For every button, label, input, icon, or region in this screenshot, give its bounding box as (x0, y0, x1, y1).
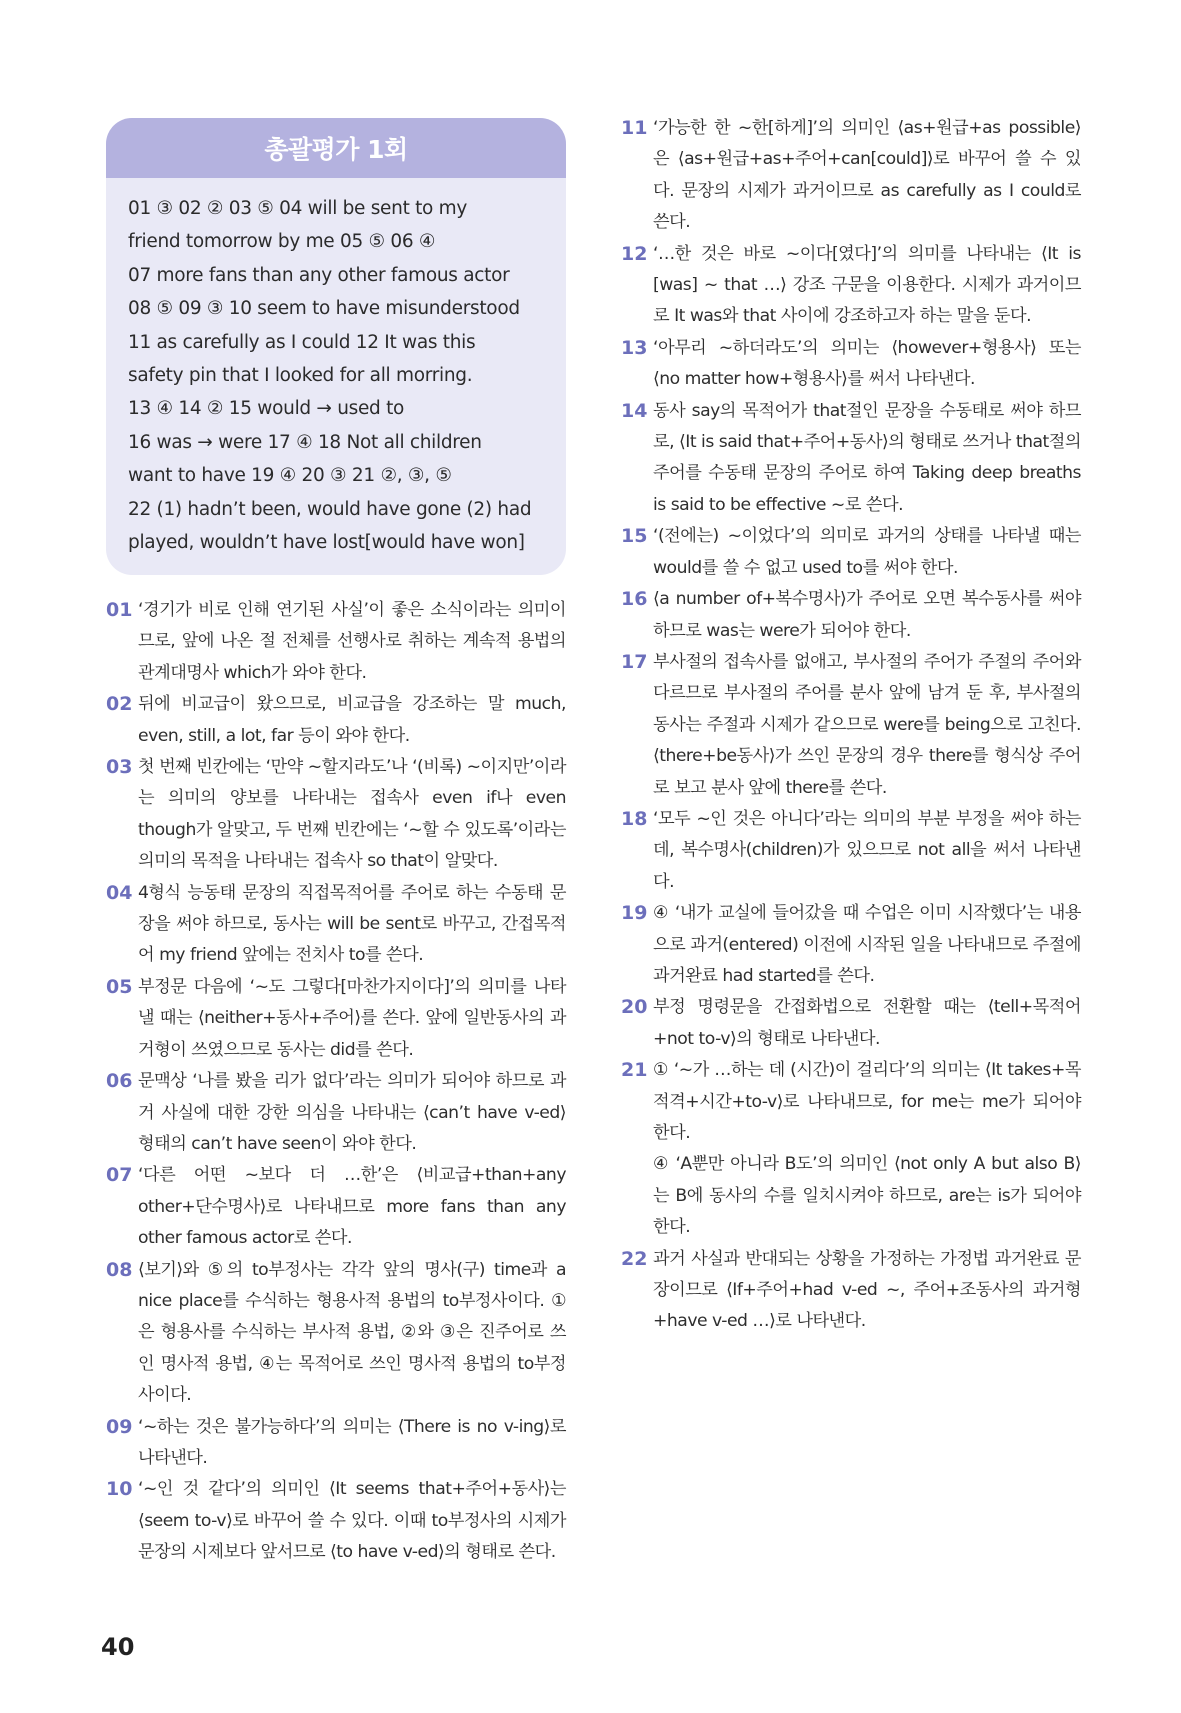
explanation-text: 첫 번째 빈칸에는 ‘만약 ~할지라도’나 ‘(비록) ~이지만’이라는 의미의 양보를 나타내는 접속사 even if나 even though가 알맞고, 두 번째 빈칸에는 ‘~할 수 있도록’이라는 의미의 목적을 나타내는 접속사 so that이 알맞다. (138, 757, 567, 872)
explanation-item (621, 333, 1081, 396)
answer-box-title: 총괄평가 1회 (264, 135, 408, 164)
answer-line: friend tomorrow by me 05 ⑤ 06 ④ (128, 231, 436, 253)
answer-line: want to have 19 ④ 20 ③ 21 ②, ③, ⑤ (128, 465, 452, 487)
explanation-number: 04 (106, 881, 133, 904)
explanation-number: 09 (106, 1415, 133, 1438)
explanation-text: ‘…한 것은 바로 ~이다[였다]’의 의미를 나타내는 ⟨It is [was] ~ that …⟩ 강조 구문을 이용한다. 시제가 과거이므로 It was와 that 사이에 강조하고자 하는 말을 둔다. (653, 243, 1081, 327)
explanation-number: 18 (621, 807, 648, 830)
explanation-item (106, 878, 566, 972)
explanation-item (621, 804, 1081, 898)
answer-box-header (106, 118, 566, 178)
explanation-number: 07 (106, 1164, 133, 1187)
explanation-item (106, 752, 566, 878)
explanation-item (621, 584, 1081, 647)
explanation-number: 17 (621, 650, 648, 673)
explanation-text: 뒤에 비교급이 왔으므로, 비교급을 강조하는 말 much, even, still, a lot, far 등이 와야 한다. (138, 694, 566, 746)
left-explanations (106, 595, 566, 1569)
explanation-item (621, 1055, 1081, 1243)
answer-line: played, wouldn’t have lost[would have won] (128, 532, 525, 554)
explanation-item (621, 113, 1081, 239)
explanation-text: ‘경기가 비로 인해 연기된 사실’이 좋은 소식이라는 의미이므로, 앞에 나온 절 전체를 선행사로 취하는 계속적 용법의 관계대명사 which가 와야 한다. (138, 600, 566, 683)
explanation-number: 03 (106, 756, 133, 779)
answer-line: 08 ⑤ 09 ③ 10 seem to have misunderstood (128, 298, 520, 320)
explanation-item (106, 972, 566, 1066)
explanation-number: 20 (621, 996, 648, 1019)
answer-line: 11 as carefully as I could 12 It was this (128, 331, 476, 353)
explanation-text: 부정문 다음에 ‘~도 그렇다[마찬가지이다]’의 의미를 나타낼 때는 ⟨neither+동사+주어⟩를 쓴다. 앞에 일반동사의 과거형이 쓰였으므로 동사는 did를 쓴다. (138, 976, 566, 1060)
explanation-item (106, 1255, 566, 1412)
explanation-item (106, 1160, 566, 1254)
explanation-number: 12 (621, 242, 648, 265)
explanation-number: 08 (106, 1258, 133, 1281)
explanation-number: 02 (106, 693, 133, 716)
answer-line: safety pin that I looked for all morring. (128, 365, 473, 387)
explanation-subtext: ④ ‘A뿐만 아니라 B도’의 의미인 ⟨not only A but also B⟩는 B에 동사의 수를 일치시켜야 하므로, are는 is가 되어야 한다. (653, 1154, 1081, 1238)
explanation-text: ‘~하는 것은 불가능하다’의 의미는 ⟨There is no v-ing⟩로 나타낸다. (138, 1416, 566, 1468)
answer-line: 22 (1) hadn’t been, would have gone (2) had (128, 498, 532, 520)
explanation-text: 동사 say의 목적어가 that절인 문장을 수동태로 써야 하므로, ⟨It is said that+주어+동사⟩의 형태로 쓰거나 that절의 주어를 수동태 문장의 주어로 하여 Taking deep breaths is said to be effective ~로 쓴다. (653, 400, 1081, 515)
explanation-number: 11 (621, 117, 648, 139)
explanation-text: 부사절의 접속사를 없애고, 부사절의 주어가 주절의 주어와 다르므로 부사절의 주어를 분사 앞에 남겨 둔 후, 부사절의 동사는 주절과 시제가 같으므로 were를 being으로 고친다. ⟨there+be동사⟩가 쓰인 문장의 경우 there를 형식상 주어로 보고 분사 앞에 there를 쓴다. (653, 651, 1081, 798)
explanation-number: 16 (621, 588, 648, 611)
explanation-number: 15 (621, 525, 648, 548)
explanation-item (621, 992, 1081, 1055)
explanation-text: ‘가능한 한 ~한[하게]’의 의미인 ⟨as+원급+as possible⟩은 ⟨as+원급+as+주어+can[could]⟩로 바꾸어 쓸 수 있다. 문장의 시제가 과거이므로 as carefully as I could로 쓴다. (653, 118, 1081, 233)
explanation-item (621, 898, 1081, 992)
explanation-number: 10 (106, 1478, 133, 1501)
explanation-item (106, 1474, 566, 1568)
explanation-number: 22 (621, 1247, 648, 1270)
explanation-item (106, 689, 566, 752)
explanation-number: 21 (621, 1059, 648, 1082)
explanation-item (621, 521, 1081, 584)
explanation-number: 01 (106, 599, 133, 621)
explanation-text: ‘~인 것 같다’의 의미인 ⟨It seems that+주어+동사⟩는 ⟨seem to-v⟩로 바꾸어 쓸 수 있다. 이때 to부정사의 시제가 문장의 시제보다 앞서므로 ⟨to have v-ed⟩의 형태로 쓴다. (138, 1479, 566, 1563)
explanation-item (621, 1244, 1081, 1338)
explanation-item (621, 396, 1081, 522)
explanation-number: 05 (106, 975, 133, 998)
answer-line: 01 ③ 02 ② 03 ⑤ 04 will be sent to my (128, 198, 468, 219)
page-number: 40 (101, 1633, 135, 1661)
explanation-text: ⟨보기⟩와 ⑤의 to부정사는 각각 앞의 명사(구) time과 a nice place를 수식하는 형용사적 용법의 to부정사이다. ①은 형용사를 수식하는 부사적 용법, ②와 ③은 진주어로 쓰인 명사적 용법, ④는 목적어로 쓰인 명사적 용법의 to부정사이다. (138, 1259, 566, 1406)
explanation-item (106, 1066, 566, 1160)
explanation-item (106, 595, 566, 689)
explanation-text: 문맥상 ‘나를 봤을 리가 없다’라는 의미가 되어야 하므로 과거 사실에 대한 강한 의심을 나타내는 ⟨can’t have v-ed⟩ 형태의 can’t have seen이 와야 한다. (138, 1071, 566, 1154)
explanation-text: 과거 사실과 반대되는 상황을 가정하는 가정법 과거완료 문장이므로 ⟨If+주어+had v-ed ~, 주어+조동사의 과거형+have v-ed …⟩로 나타낸다. (653, 1248, 1081, 1332)
answer-line: 13 ④ 14 ② 15 would → used to (128, 398, 405, 420)
answer-line: 07 more fans than any other famous actor (128, 264, 510, 286)
explanation-text: 부정 명령문을 간접화법으로 전환할 때는 ⟨tell+목적어+not to-v⟩의 형태로 나타낸다. (653, 997, 1081, 1049)
explanation-number: 19 (621, 902, 648, 925)
explanation-text: 4형식 능동태 문장의 직접목적어를 주어로 하는 수동태 문장을 써야 하므로, 동사는 will be sent로 바꾸고, 간접목적어 my friend 앞에는 전치사 to를 쓴다. (138, 882, 566, 966)
explanation-text: ‘모두 ~인 것은 아니다’라는 의미의 부분 부정을 써야 하는데, 복수명사(children)가 있으므로 not all을 써서 나타낸다. (653, 808, 1081, 892)
explanation-text: ⟨a number of+복수명사⟩가 주어로 오면 복수동사를 써야 하므로 was는 were가 되어야 한다. (653, 589, 1081, 641)
explanation-number: 13 (621, 336, 648, 359)
answer-summary-box (106, 118, 566, 575)
explanation-item (621, 647, 1081, 804)
explanation-text: ① ‘~가 …하는 데 (시간)이 걸리다’의 의미는 ⟨It takes+목적격+시간+to-v⟩로 나타내므로, for me는 me가 되어야 한다. (653, 1060, 1081, 1143)
explanation-number: 14 (621, 399, 648, 422)
explanation-number: 06 (106, 1070, 133, 1093)
explanation-item (106, 1412, 566, 1475)
explanation-text: ‘다른 어떤 ~보다 더 …한’은 ⟨비교급+than+any other+단수명사⟩로 나타내므로 more fans than any other famous actor로 쓴다. (138, 1165, 566, 1249)
explanation-text: ‘아무리 ~하더라도’의 의미는 ⟨however+형용사⟩ 또는 ⟨no matter how+형용사⟩를 써서 나타낸다. (653, 337, 1081, 390)
answer-lines (106, 178, 566, 559)
explanation-text: ④ ‘내가 교실에 들어갔을 때 수업은 이미 시작했다’는 내용으로 과거(entered) 이전에 시작된 일을 나타내므로 주절에 과거완료 had started를 쓴다. (653, 903, 1081, 986)
explanation-text: ‘(전에는) ~이었다’의 의미로 과거의 상태를 나타낼 때는 would를 쓸 수 없고 used to를 써야 한다. (653, 526, 1081, 578)
explanation-item (621, 239, 1081, 333)
right-explanations (621, 113, 1081, 1338)
answer-line: 16 was → were 17 ④ 18 Not all children (128, 431, 482, 453)
